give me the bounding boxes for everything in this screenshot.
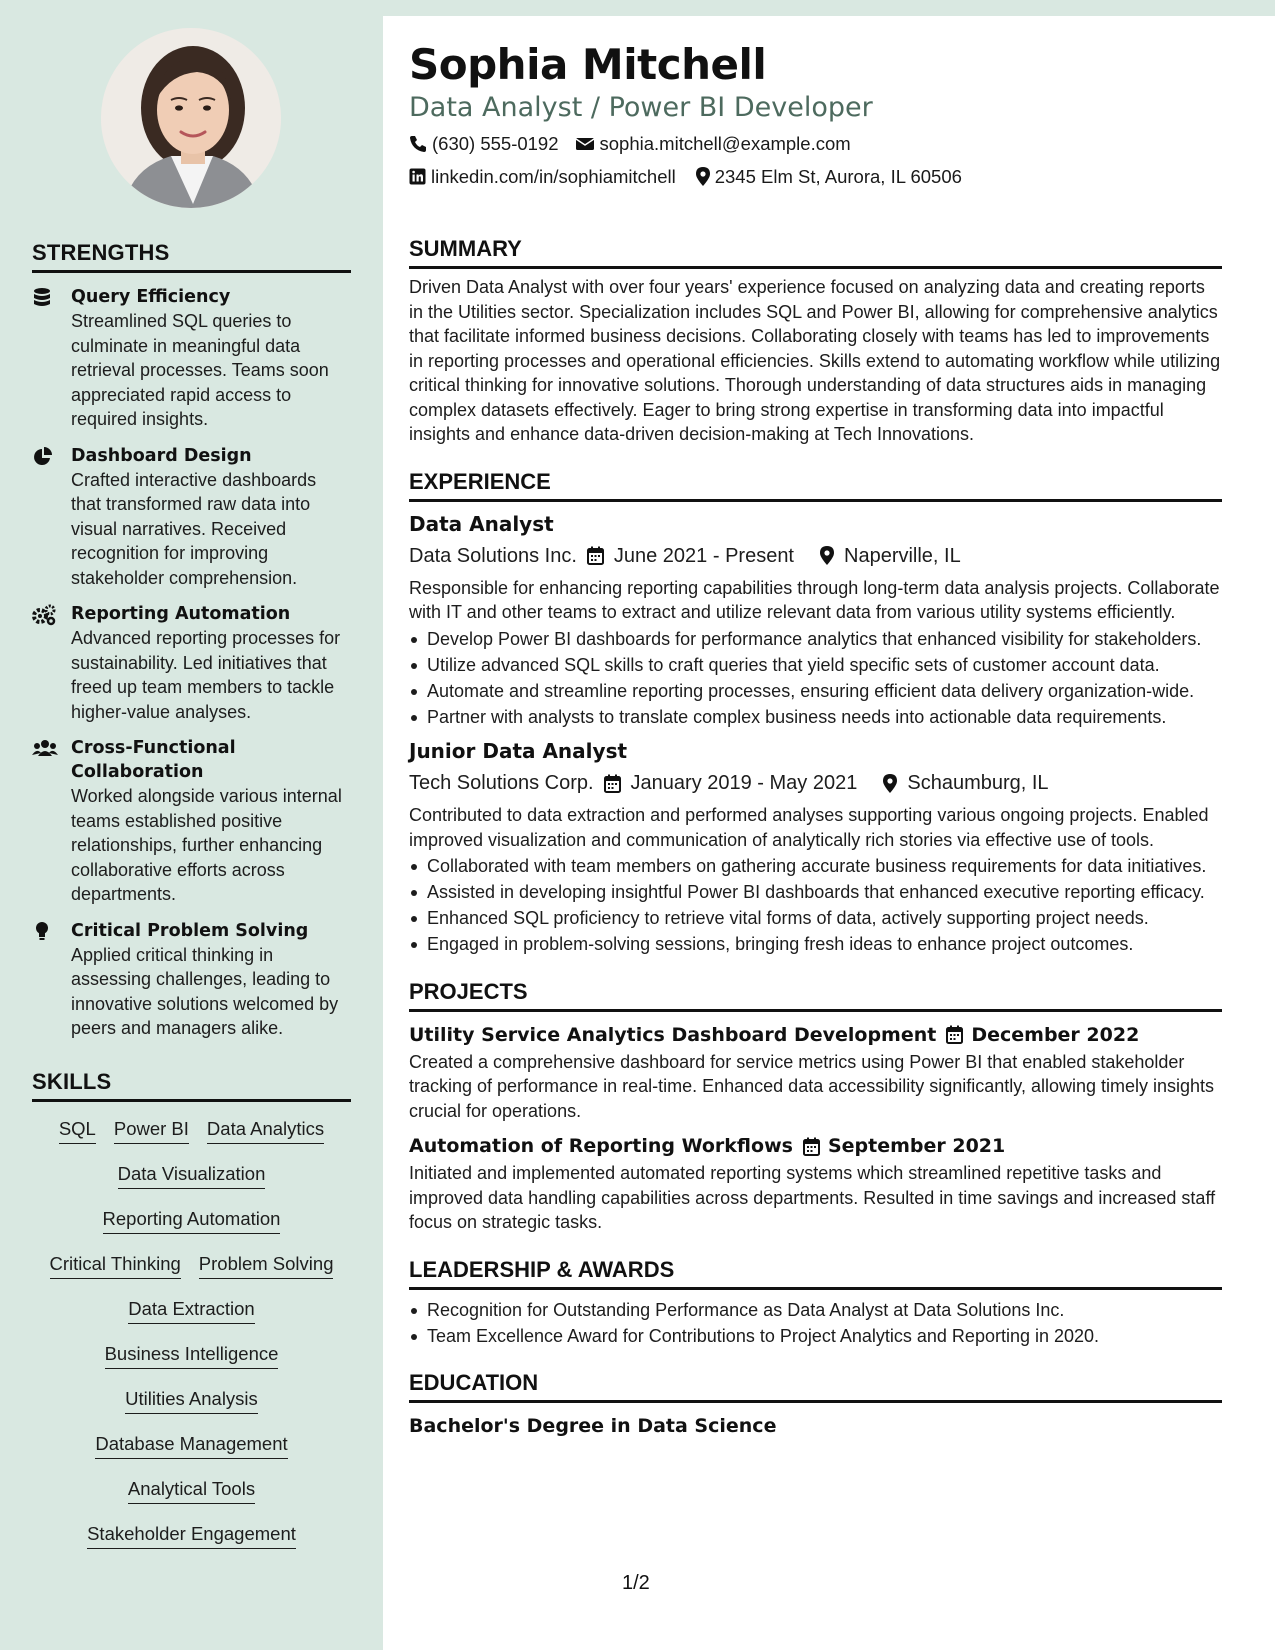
- gears-icon: [32, 604, 54, 624]
- experience-heading: EXPERIENCE: [409, 469, 1222, 502]
- job-bullet: Collaborated with team members on gathering accurate business requirements for data initiatives.: [409, 854, 1222, 879]
- skill-tag: Reporting Automation: [103, 1208, 281, 1234]
- skill-row: [32, 1157, 351, 1202]
- skill-tag: Utilities Analysis: [125, 1388, 258, 1414]
- job-company: Data Solutions Inc.: [409, 544, 577, 567]
- job-bullet: Utilize advanced SQL skills to craft queries that yield specific sets of customer account data.: [409, 653, 1222, 678]
- skill-tag: Business Intelligence: [105, 1343, 279, 1369]
- skill-tag: Power BI: [114, 1118, 189, 1144]
- users-icon: [32, 738, 54, 758]
- skill-row: [32, 1517, 351, 1562]
- leadership-section: [409, 1257, 1222, 1349]
- calendar-icon: [803, 1137, 820, 1156]
- experience-section: [409, 469, 1222, 957]
- calendar-icon: [604, 774, 621, 793]
- job-bullet: Engaged in problem-solving sessions, bringing fresh ideas to enhance project outcomes.: [409, 932, 1222, 957]
- sidebar-content: [32, 240, 351, 1562]
- job-bullet: Enhanced SQL proficiency to retrieve vital forms of data, actively supporting project needs.: [409, 906, 1222, 931]
- strength-item: [32, 736, 351, 907]
- address-text: 2345 Elm St, Aurora, IL 60506: [714, 165, 962, 187]
- job-description: Contributed to data extraction and performed analyses supporting various ongoing projects. Enabled improved visualization and communication of analytically rich stories via effective use of tools.: [409, 805, 1209, 850]
- database-icon: [32, 287, 54, 307]
- candidate-role: Data Analyst / Power BI Developer: [409, 92, 873, 123]
- project-name: Utility Service Analytics Dashboard Development: [409, 1023, 937, 1046]
- address-contact: [696, 166, 962, 188]
- skill-tag: Data Visualization: [118, 1163, 266, 1189]
- job-bullet: Develop Power BI dashboards for performance analytics that enhanced visibility for stakeholders.: [409, 627, 1222, 652]
- phone-icon: [409, 135, 427, 153]
- project-header: [409, 1133, 1222, 1159]
- project-date: September 2021: [827, 1135, 1006, 1157]
- linkedin-icon: [409, 168, 426, 185]
- skill-tag: Data Extraction: [128, 1298, 254, 1324]
- job-bullet: Automate and streamline reporting processes, ensuring efficient data delivery organization-wide.: [409, 679, 1222, 704]
- map-pin-icon: [696, 167, 710, 186]
- job-location: Schaumburg, IL: [907, 772, 1049, 794]
- skill-tag: SQL: [59, 1118, 96, 1144]
- skills-list: [32, 1112, 351, 1562]
- strength-item: [32, 602, 351, 724]
- job-bullets: [409, 627, 1222, 730]
- strength-title: Reporting Automation: [71, 604, 291, 624]
- map-pin-icon: [883, 774, 897, 793]
- project-date: December 2022: [971, 1023, 1140, 1046]
- lightbulb-icon: [32, 921, 54, 941]
- strength-item: [32, 285, 351, 432]
- project-name: Automation of Reporting Workflows: [409, 1135, 793, 1157]
- strength-description: Advanced reporting processes for sustainability. Led initiatives that freed up team members to tackle higher-value analyses.: [71, 628, 341, 722]
- award-item: Team Excellence Award for Contributions to Project Analytics and Reporting in 2020.: [409, 1324, 1222, 1349]
- calendar-icon: [587, 546, 604, 565]
- linkedin-contact[interactable]: [409, 166, 676, 188]
- email-text: sophia.mitchell@example.com: [599, 132, 851, 154]
- phone-contact[interactable]: [409, 133, 559, 155]
- summary-section: [409, 236, 1222, 447]
- job-entry: [409, 737, 1222, 957]
- job-company: Tech Solutions Corp.: [409, 772, 594, 794]
- strength-title: Critical Problem Solving: [71, 920, 309, 941]
- skill-row: [32, 1427, 351, 1472]
- strength-item: [32, 444, 351, 591]
- job-bullet: Assisted in developing insightful Power BI dashboards that enhanced executive reporting efficacy.: [409, 880, 1222, 905]
- candidate-name: Sophia Mitchell: [409, 40, 767, 89]
- email-contact[interactable]: [575, 133, 851, 155]
- skill-row: [32, 1337, 351, 1382]
- main-content: [383, 16, 1275, 1650]
- contact-row: [409, 161, 1222, 192]
- job-dates: January 2019 - May 2021: [630, 772, 858, 794]
- job-entry: [409, 510, 1222, 730]
- page-number: 1/2: [622, 1572, 650, 1594]
- job-bullets: [409, 854, 1222, 957]
- project-header: [409, 1022, 1222, 1048]
- skills-heading: SKILLS: [32, 1069, 351, 1102]
- job-location: Naperville, IL: [844, 544, 961, 567]
- skill-row: [32, 1202, 351, 1247]
- sidebar: [0, 0, 383, 1650]
- award-item: Recognition for Outstanding Performance as Data Analyst at Data Solutions Inc.: [409, 1298, 1222, 1323]
- pie-chart-icon: [32, 446, 54, 466]
- skill-tag: Database Management: [95, 1433, 287, 1459]
- project-description: Created a comprehensive dashboard for service metrics using Power BI that enabled stakeholder tracking of performance in real-time. Enhanced data accessibility significantly, allowing timely insights crucial for operations.: [409, 1051, 1215, 1121]
- strength-item: [32, 919, 351, 1041]
- job-description: Responsible for enhancing reporting capabilities through long-term data analysis projects. Collaborate with IT and other teams to extract and utilize relevant data from various utility systems efficiently.: [409, 577, 1220, 622]
- job-meta: [409, 769, 1222, 797]
- skill-tag: Critical Thinking: [50, 1253, 181, 1279]
- phone-text: (630) 555-0192: [432, 132, 559, 154]
- job-bullet: Partner with analysts to translate complex business needs into actionable data requirements.: [409, 705, 1222, 730]
- project-description: Initiated and implemented automated reporting systems which streamlined repetitive tasks and improved data handling capabilities across departments. Resulted in time savings and increased staff focus on strategic tasks.: [409, 1163, 1216, 1232]
- education-degree: Bachelor's Degree in Data Science: [409, 1415, 777, 1437]
- skill-row: [32, 1112, 351, 1157]
- strength-title: Cross-Functional Collaboration: [71, 738, 236, 782]
- skill-row: [32, 1292, 351, 1337]
- job-title: Data Analyst: [409, 511, 554, 536]
- projects-heading: PROJECTS: [409, 979, 1222, 1012]
- skill-row: [32, 1472, 351, 1517]
- project-entry: [409, 1133, 1222, 1235]
- strength-title: Dashboard Design: [71, 445, 252, 466]
- job-title: Junior Data Analyst: [409, 739, 628, 763]
- skill-tag: Stakeholder Engagement: [87, 1523, 296, 1549]
- skill-row: [32, 1247, 351, 1292]
- skill-tag: Analytical Tools: [128, 1478, 255, 1504]
- summary-heading: SUMMARY: [409, 236, 1222, 269]
- education-heading: EDUCATION: [409, 1370, 1222, 1403]
- strength-title: Query Efficiency: [71, 287, 231, 307]
- project-entry: [409, 1022, 1222, 1124]
- leadership-heading: LEADERSHIP & AWARDS: [409, 1257, 1222, 1290]
- strength-description: Worked alongside various internal teams established positive relationships, further enhancing collaborative efforts across departments.: [71, 786, 342, 904]
- skill-tag: Data Analytics: [207, 1118, 324, 1144]
- skill-tag: Problem Solving: [199, 1253, 334, 1279]
- job-meta: [409, 542, 1222, 570]
- summary-text: Driven Data Analyst with over four years' experience focused on analyzing data and creating reports in the Utilities sector. Specialization includes SQL and Power BI, allowing for comprehensive analytics that facilitate informed business decisions. Collaborating closely with teams has led to improvements in reporting processes and operational efficiencies. Skills extend to automating workflow while utilizing critical thinking for innovative solutions. Thorough understanding of data structures aids in managing complex datasets effectively. Eager to bring strong expertise in transforming data into impactful insights and enhance data-driven decision-making at Tech Innovations.: [409, 277, 1221, 444]
- calendar-icon: [946, 1025, 963, 1044]
- contact-row: [409, 128, 1222, 159]
- strength-description: Applied critical thinking in assessing challenges, leading to innovative solutions welcomed by peers and managers alike.: [71, 944, 339, 1038]
- education-section: [409, 1370, 1222, 1439]
- map-pin-icon: [820, 546, 834, 565]
- strength-description: Crafted interactive dashboards that transformed raw data into visual narratives. Received recognition for improving stakeholder comprehension.: [71, 469, 317, 588]
- job-dates: June 2021 - Present: [613, 544, 794, 567]
- profile-photo: [101, 28, 281, 208]
- strengths-heading: STRENGTHS: [32, 240, 351, 273]
- linkedin-text: linkedin.com/in/sophiamitchell: [431, 165, 676, 187]
- strength-description: Streamlined SQL queries to culminate in meaningful data retrieval processes. Teams soon appreciated rapid access to required insights.: [71, 311, 329, 429]
- envelope-icon: [575, 136, 595, 152]
- leadership-bullets: [409, 1298, 1222, 1349]
- skill-row: [32, 1382, 351, 1427]
- projects-section: [409, 979, 1222, 1235]
